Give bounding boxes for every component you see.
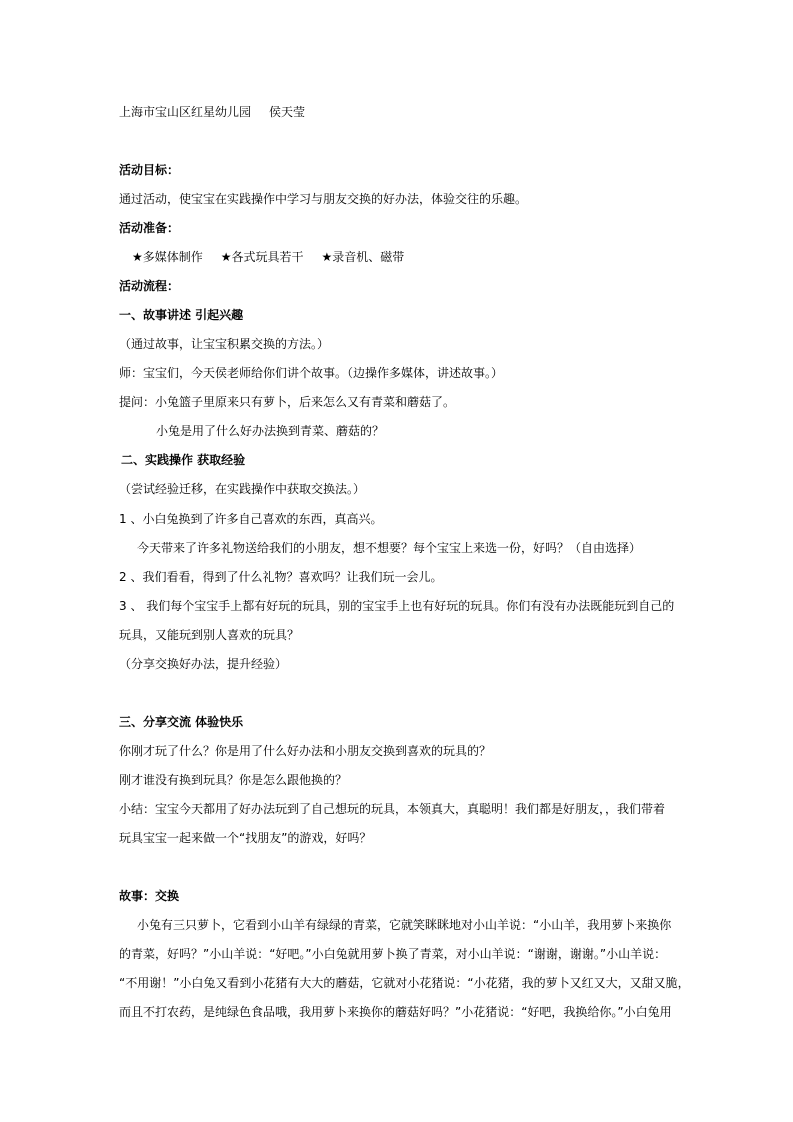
part2-note: （分享交换好办法，提升经验） xyxy=(119,657,288,671)
part1-line: 师：宝宝们，今天侯老师给你们讲个故事。（边操作多媒体，讲述故事。） xyxy=(119,366,504,380)
prep-item: ★各式玩具若干 xyxy=(220,250,304,264)
part1-title: 一、故事讲述 引起兴趣 xyxy=(119,308,244,322)
part2-title: 二、实践操作 获取经验 xyxy=(121,453,246,467)
story-line: 的青菜，好吗？”小山羊说：“好吧。”小白兔就用萝卜换了青菜，对小山羊说：“谢谢，谢谢。”小山羊说： xyxy=(119,947,667,961)
story-line: “不用谢！”小白兔又看到小花猪有大大的蘑菇，它就对小花猪说：“小花猪，我的萝卜又红又大，又甜又脆， xyxy=(119,976,690,990)
part3-title: 三、分享交流 体验快乐 xyxy=(119,715,244,729)
school-name: 上海市宝山区红星幼儿园 xyxy=(119,105,252,119)
story-title: 故事：交换 xyxy=(119,889,180,903)
part3-summary-cont: 玩具宝宝一起来做一个“找朋友”的游戏，好吗？ xyxy=(119,831,372,845)
story-line: 而且不打农药，是纯绿色食品哦，我用萝卜来换你的蘑菇好吗？”小花猪说：“好吧，我换给你。”小白兔用 xyxy=(119,1005,672,1019)
part2-step: 3 、 我们每个宝宝手上都有好玩的玩具，别的宝宝手上也有好玩的玩具。你们有没有办法既能玩到自己的 xyxy=(119,599,675,613)
part2-note: （尝试经验迁移，在实践操作中获取交换法。） xyxy=(119,482,366,496)
part2-step: 1 、小白兔换到了许多自己喜欢的东西，真高兴。 xyxy=(119,512,383,526)
teacher-name: 侯天莹 xyxy=(269,105,306,119)
prep-item: ★多媒体制作 xyxy=(132,250,203,264)
prep-list xyxy=(132,249,404,265)
part2-step: 2 、我们看看，得到了什么礼物？喜欢吗？让我们玩一会儿。 xyxy=(119,570,443,584)
flow-title: 活动流程： xyxy=(119,279,180,293)
prep-title: 活动准备： xyxy=(119,221,180,235)
header-line xyxy=(119,104,305,120)
story-line: 小兔有三只萝卜，它看到小山羊有绿绿的青菜，它就笑眯眯地对小山羊说：“小山羊，我用萝卜来换你 xyxy=(137,918,672,932)
part3-question: 刚才谁没有换到玩具？你是怎么跟他换的？ xyxy=(119,773,348,787)
part1-note: （通过故事，让宝宝积累交换的方法。） xyxy=(119,337,330,351)
part2-step-cont: 今天带来了许多礼物送给我们的小朋友，想不想要？每个宝宝上来选一份，好吗？（自由选择） xyxy=(137,541,642,555)
part1-question-cont: 小兔是用了什么好办法换到青菜、蘑菇的？ xyxy=(156,424,385,438)
part2-step-cont: 玩具，又能玩到别人喜欢的玩具？ xyxy=(119,628,300,642)
part1-question: 提问：小兔篮子里原来只有萝卜，后来怎么又有青菜和蘑菇了。 xyxy=(119,395,456,409)
goal-text: 通过活动，使宝宝在实践操作中学习与朋友交换的好办法，体验交往的乐趣。 xyxy=(119,192,528,206)
prep-item: ★录音机、磁带 xyxy=(321,250,405,264)
part3-question: 你刚才玩了什么？你是用了什么好办法和小朋友交换到喜欢的玩具的？ xyxy=(119,744,492,758)
goal-title: 活动目标： xyxy=(119,163,180,177)
part3-summary: 小结：宝宝今天都用了好办法玩到了自己想玩的玩具，本领真大，真聪明！我们都是好朋友，，我们带着 xyxy=(119,802,666,816)
